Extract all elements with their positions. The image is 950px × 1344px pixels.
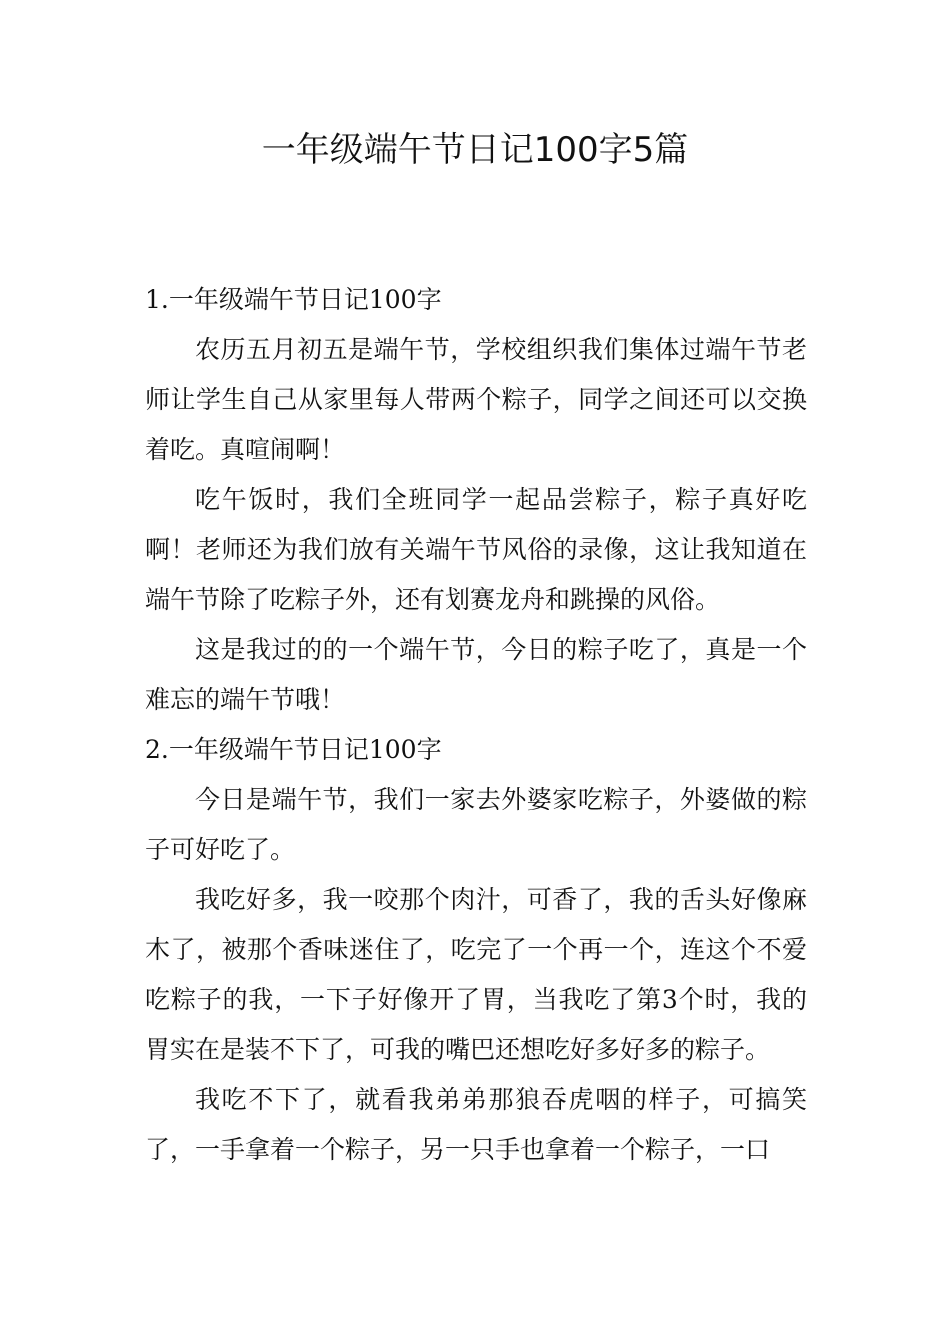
paragraph: 这是我过的的一个端午节，今日的粽子吃了，真是一个难忘的端午节哦！: [145, 635, 807, 714]
document-title: 一年级端午节日记100字5篇: [261, 130, 689, 170]
section-heading: 2.一年级端午节日记100字: [145, 735, 442, 764]
paragraph: 我吃不下了，就看我弟弟那狼吞虎咽的样子，可搞笑了，一手拿着一个粽子，另一只手也拿着一个粽子，一口: [145, 1085, 807, 1164]
paragraph: 我吃好多，我一咬那个肉汁，可香了，我的舌头好像麻木了，被那个香味迷住了，吃完了一个再一个，连这个不爱吃粽子的我，一下子好像开了胃，当我吃了第3个时，我的胃实在是装不下了，可我的嘴巴还想吃好多好多的粽子。: [145, 885, 807, 1064]
document-body: [145, 275, 807, 1175]
section-heading: 1.一年级端午节日记100字: [145, 285, 442, 314]
paragraph: 吃午饭时，我们全班同学一起品尝粽子，粽子真好吃啊！老师还为我们放有关端午节风俗的录像，这让我知道在端午节除了吃粽子外，还有划赛龙舟和跳操的风俗。: [145, 485, 807, 614]
paragraph: 今日是端午节，我们一家去外婆家吃粽子，外婆做的粽子可好吃了。: [145, 785, 807, 864]
paragraph: 农历五月初五是端午节，学校组织我们集体过端午节老师让学生自己从家里每人带两个粽子，同学之间还可以交换着吃。真喧闹啊！: [145, 335, 807, 464]
